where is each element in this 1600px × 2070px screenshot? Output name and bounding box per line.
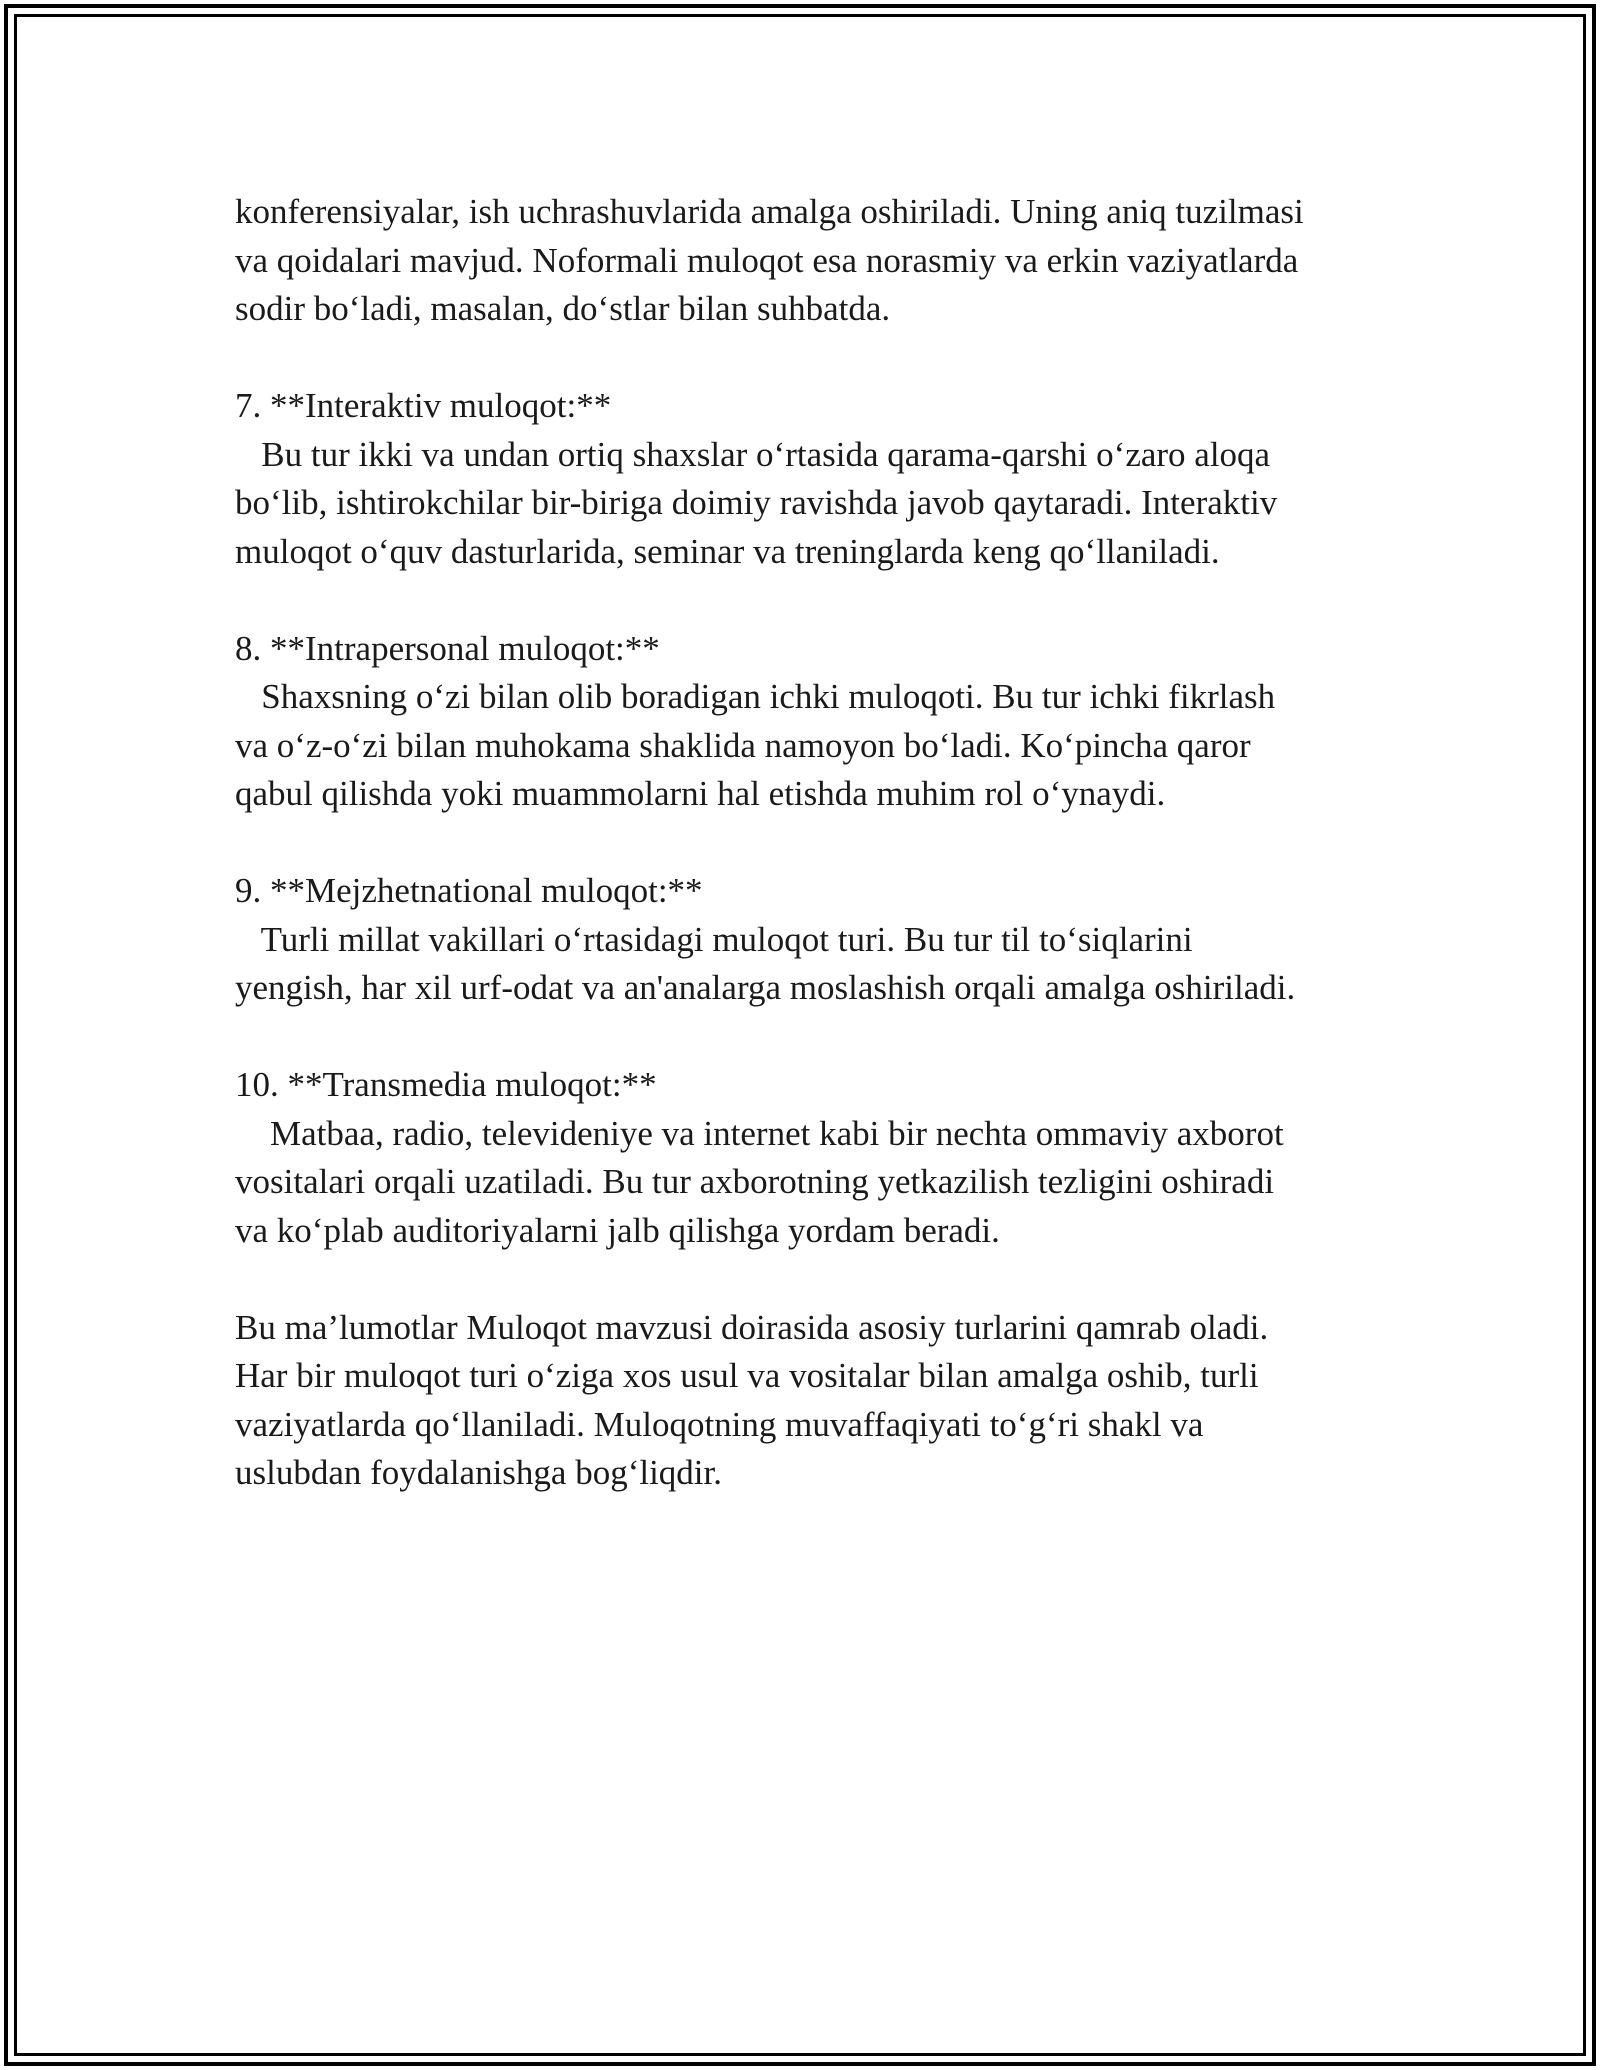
section-heading: 9. **Mejzhetnational muloqot:**: [235, 871, 703, 910]
section-transmedia: [235, 1061, 1395, 1255]
text-line: Bu ma’lumotlar Muloqot mavzusi doirasida asosiy turlarini qamrab oladi.: [235, 1307, 1269, 1347]
text-line: va ko‘plab auditoriyalarni jalb qilishga yordam beradi.: [235, 1210, 1000, 1250]
text-line: va qoidalari mavjud. Noformali muloqot esa norasmiy va erkin vaziyatlarda: [235, 240, 1299, 280]
text-line: bo‘lib, ishtirokchilar bir-biriga doimiy ravishda javob qaytaradi. Interaktiv: [235, 483, 1278, 522]
text-line: uslubdan foydalanishga bog‘liqdir.: [235, 1453, 723, 1492]
section-mejzhetnational: [235, 867, 1395, 1013]
text-line: va o‘z-o‘zi bilan muhokama shaklida namoyon bo‘ladi. Ko‘pincha qaror: [235, 725, 1251, 765]
text-line: yengish, har xil urf-odat va an'analarga moslashish orqali amalga oshiriladi.: [235, 968, 1296, 1007]
text-line: Shaxsning o‘zi bilan olib boradigan ichki muloqoti. Bu tur ichki fikrlash: [235, 677, 1276, 716]
section-interaktiv: [235, 382, 1395, 576]
text-line: vaziyatlarda qo‘llaniladi. Muloqotning muvaffaqiyati to‘g‘ri shakl va: [235, 1404, 1204, 1444]
document-body: [235, 188, 1395, 1546]
paragraph-conclusion: [235, 1304, 1395, 1498]
text-line: qabul qilishda yoki muammolarni hal etishda muhim rol o‘ynaydi.: [235, 774, 1166, 813]
text-line: konferensiyalar, ish uchrashuvlarida amalga oshiriladi. Uning aniq tuzilmasi: [235, 192, 1304, 231]
text-line: sodir bo‘ladi, masalan, do‘stlar bilan suhbatda.: [235, 289, 891, 328]
text-line: Turli millat vakillari o‘rtasidagi muloqot turi. Bu tur til to‘siqlarini: [235, 919, 1193, 959]
text-line: Bu tur ikki va undan ortiq shaxslar o‘rtasida qarama-qarshi o‘zaro aloqa: [235, 434, 1271, 474]
section-heading: 8. **Intrapersonal muloqot:**: [235, 628, 660, 668]
text-line: Har bir muloqot turi o‘ziga xos usul va vositalar bilan amalga oshib, turli: [235, 1356, 1259, 1395]
section-heading: 7. **Interaktiv muloqot:**: [235, 386, 612, 425]
section-heading: 10. **Transmedia muloqot:**: [235, 1065, 657, 1104]
section-intrapersonal: [235, 625, 1395, 819]
text-line: Matbaa, radio, televideniye va internet kabi bir nechta ommaviy axborot: [235, 1113, 1284, 1153]
paragraph-formal-continuation: [235, 188, 1395, 334]
text-line: muloqot o‘quv dasturlarida, seminar va treninglarda keng qo‘llaniladi.: [235, 531, 1220, 571]
text-line: vositalari orqali uzatiladi. Bu tur axborotning yetkazilish tezligini oshiradi: [235, 1162, 1275, 1201]
